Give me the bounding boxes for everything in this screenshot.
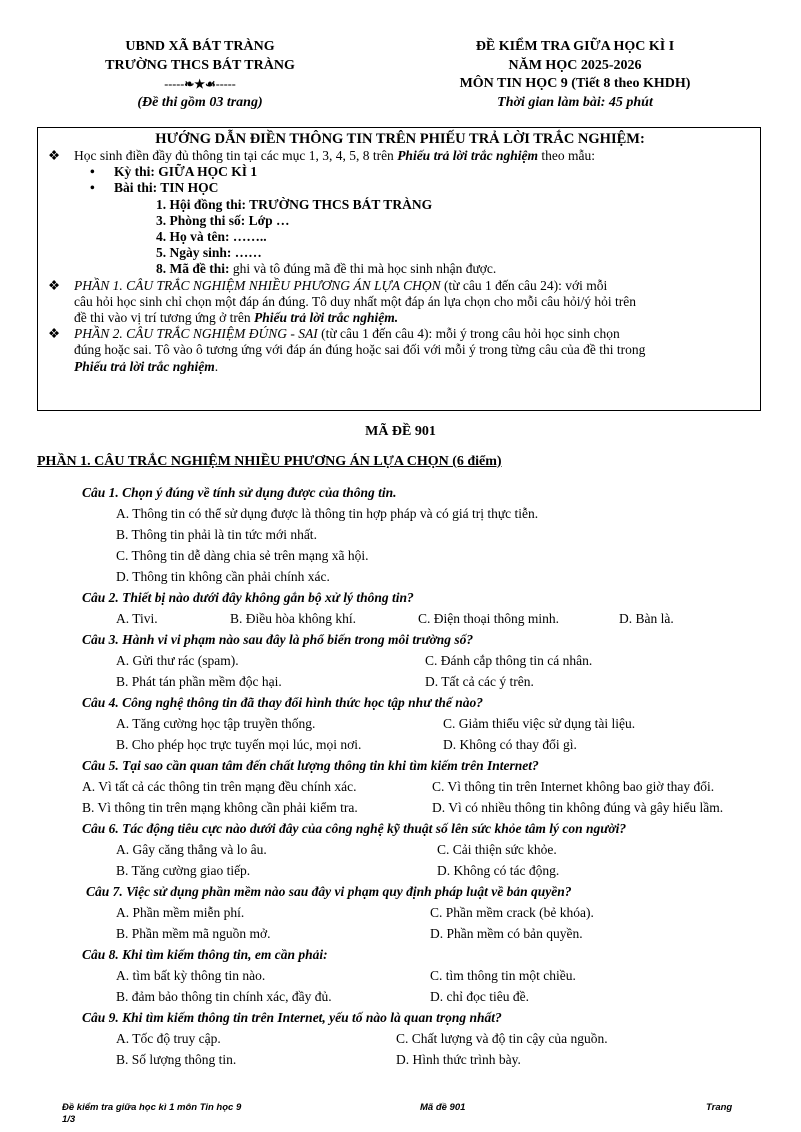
q4-option-d: D. Không có thay đổi gì.	[443, 737, 577, 752]
q5-option-b: B. Vì thông tin trên mạng không cần phải kiểm tra.	[82, 800, 358, 815]
ornament-divider: -----❧★☙-----	[164, 77, 236, 91]
item-dob: 5. Ngày sinh: ……	[156, 245, 262, 261]
q9-option-a: A. Tốc độ truy cập.	[116, 1031, 221, 1046]
q8-option-b: B. đảm bảo thông tin chính xác, đầy đủ.	[116, 989, 332, 1004]
instruction-intro: ❖ Học sinh điền đầy đủ thông tin tại các mục 1, 3, 4, 5, 8 trên Phiếu trả lời trắc nghiệm theo mẫu:	[48, 148, 595, 163]
subject-line: MÔN TIN HỌC 9 (Tiết 8 theo KHDH)	[459, 76, 691, 91]
q3-option-a: A. Gửi thư rác (spam).	[116, 653, 239, 668]
item-room: 3. Phòng thi số: Lớp …	[156, 212, 290, 228]
question-list	[0, 482, 801, 1070]
q2-option-d: D. Bàn là.	[619, 611, 674, 626]
q3-option-d: D. Tất cả các ý trên.	[425, 674, 534, 689]
q6-option-a: A. Gây căng thẳng và lo âu.	[116, 842, 267, 857]
q5-options-row1	[0, 776, 801, 797]
part1-title: PHẦN 1. CÂU TRẮC NGHIỆM NHIỀU PHƯƠNG ÁN LỰA CHỌN (6 điểm)	[37, 454, 502, 469]
q7-options-row2	[0, 923, 801, 944]
q1-option-a: A. Thông tin có thể sử dụng được là thông tin hợp pháp và có giá trị thực tiễn.	[116, 506, 539, 521]
q9-option-b: B. Số lượng thông tin.	[116, 1052, 237, 1067]
footer-exam-code: Mã đề 901	[420, 1102, 466, 1113]
q1-option-c: C. Thông tin dễ dàng chia sẻ trên mạng xã hội.	[116, 548, 369, 563]
q4-option-a: A. Tăng cường học tập truyền thống.	[116, 716, 316, 731]
q8-options-row1	[0, 965, 801, 986]
footer-doc-title: Đề kiểm tra giữa học kì 1 môn Tin học 9	[62, 1102, 242, 1113]
instruction-box	[37, 127, 761, 411]
part1-instructions: ❖ PHẦN 1. CÂU TRẮC NGHIỆM NHIỀU PHƯƠNG ÁN LỰA CHỌN (từ câu 1 đến câu 24): với mỗi câu hỏi học sinh chỉ chọn một đáp án đúng. Tô duy nhất một đáp án lựa chọn cho mỗi câu hỏi/ý hỏi trên đề thi vào vị trí tương ứng ở trên Phiếu trả lời trắc nghiệm.	[48, 277, 636, 326]
bullet-exam: • Kỳ thi: GIỮA HỌC KÌ 1	[90, 164, 258, 180]
bullet-subject: • Bài thi: TIN HỌC	[90, 180, 219, 196]
item-name: 4. Họ và tên: ……..	[156, 229, 267, 245]
diamond-bullet-icon: ❖	[48, 277, 61, 293]
header-right	[395, 38, 755, 112]
q3-option-b: B. Phát tán phần mềm độc hại.	[116, 674, 282, 689]
q2-option-a: A. Tivi.	[116, 611, 158, 626]
q4-option-b: B. Cho phép học trực tuyến mọi lúc, mọi nơi.	[116, 737, 362, 752]
exam-title: ĐỀ KIỂM TRA GIỮA HỌC KÌ I	[475, 39, 675, 54]
q8-options-row2	[0, 986, 801, 1007]
q6-option-b: B. Tăng cường giao tiếp.	[116, 863, 251, 878]
footer-page-number: 1/3	[62, 1114, 76, 1125]
q8-option-a: A. tìm bất kỳ thông tin nào.	[116, 968, 266, 983]
q2-option-b: B. Điều hòa không khí.	[230, 611, 356, 626]
diamond-bullet-icon: ❖	[48, 326, 61, 342]
q3-options-row1	[0, 650, 801, 671]
question-2: Câu 2. Thiết bị nào dưới đây không gắn bộ xử lý thông tin?	[82, 590, 414, 605]
question-5: Câu 5. Tại sao cần quan tâm đến chất lượng thông tin khi tìm kiếm trên Internet?	[82, 758, 539, 773]
q8-option-d: D. chỉ đọc tiêu đề.	[430, 989, 529, 1004]
time-note: Thời gian làm bài: 45 phút	[497, 94, 653, 110]
question-4: Câu 4. Công nghệ thông tin đã thay đổi hình thức học tập như thế nào?	[82, 695, 484, 710]
question-9: Câu 9. Khi tìm kiếm thông tin trên Internet, yếu tố nào là quan trọng nhất?	[82, 1010, 502, 1025]
q7-option-b: B. Phần mềm mã nguồn mở.	[116, 926, 271, 941]
q8-option-c: C. tìm thông tin một chiều.	[430, 968, 576, 983]
q6-options-row1	[0, 839, 801, 860]
page-count-note: (Đề thi gồm 03 trang)	[137, 94, 263, 110]
q3-option-c: C. Đánh cắp thông tin cá nhân.	[425, 653, 593, 668]
q2-options	[0, 608, 801, 629]
item-code: 8. Mã đề thi: ghi và tô đúng mã đề thi mà học sinh nhận được.	[156, 261, 497, 277]
dot-bullet-icon: •	[90, 164, 95, 180]
item-council: 1. Hội đồng thi: TRƯỜNG THCS BÁT TRÀNG	[156, 196, 433, 212]
q6-option-d: D. Không có tác động.	[437, 863, 560, 878]
question-3: Câu 3. Hành vi vi phạm nào sau đây là phổ biến trong môi trường số?	[82, 632, 474, 647]
question-6: Câu 6. Tác động tiêu cực nào dưới đây của công nghệ kỹ thuật số lên sức khỏe tâm lý con người?	[82, 821, 627, 836]
q9-option-c: C. Chất lượng và độ tin cậy của nguồn.	[396, 1031, 608, 1046]
q2-option-c: C. Điện thoại thông minh.	[418, 611, 559, 626]
commune-name: UBND XÃ BÁT TRÀNG	[125, 39, 275, 54]
school-year: NĂM HỌC 2025-2026	[508, 57, 642, 73]
q9-option-d: D. Hình thức trình bày.	[396, 1052, 521, 1067]
q7-option-a: A. Phần mềm miễn phí.	[116, 905, 245, 920]
exam-code: MÃ ĐỀ 901	[365, 424, 436, 439]
footer-page-label: Trang	[706, 1102, 733, 1113]
q6-option-c: C. Cải thiện sức khỏe.	[437, 842, 557, 857]
q4-options-row2	[0, 734, 801, 755]
q1-option-d: D. Thông tin không cần phải chính xác.	[116, 569, 330, 584]
q6-options-row2	[0, 860, 801, 881]
q5-option-c: C. Vì thông tin trên Internet không bao giờ thay đổi.	[432, 779, 715, 794]
q4-options-row1	[0, 713, 801, 734]
q7-option-c: C. Phần mềm crack (bẻ khóa).	[430, 905, 594, 920]
school-name: TRƯỜNG THCS BÁT TRÀNG	[105, 57, 295, 73]
q3-options-row2	[0, 671, 801, 692]
q4-option-c: C. Giảm thiểu việc sử dụng tài liệu.	[443, 716, 636, 731]
q5-option-a: A. Vì tất cả các thông tin trên mạng đều chính xác.	[82, 779, 357, 794]
question-7: Câu 7. Việc sử dụng phần mềm nào sau đây vi phạm quy định pháp luật về bản quyền?	[86, 884, 572, 899]
part2-instructions: ❖ PHẦN 2. CÂU TRẮC NGHIỆM ĐÚNG - SAI (từ câu 1 đến câu 4): mỗi ý trong câu hỏi học sinh chọn đúng hoặc sai. Tô vào ô tương ứng với đáp án đúng hoặc sai đối với mỗi ý trong từng câu của đề thi trong Phiếu trả lời trắc nghiệm.	[48, 326, 646, 374]
q7-options-row1	[0, 902, 801, 923]
q5-option-d: D. Vì có nhiều thông tin không đúng và gây hiểu lầm.	[432, 800, 724, 815]
q9-options-row1	[0, 1028, 801, 1049]
instruction-title: HƯỚNG DẪN ĐIỀN THÔNG TIN TRÊN PHIẾU TRẢ LỜI TRẮC NGHIỆM:	[155, 131, 645, 147]
question-1: Câu 1. Chọn ý đúng về tính sử dụng được của thông tin.	[82, 485, 397, 500]
dot-bullet-icon: •	[90, 180, 95, 196]
header-left	[70, 38, 330, 112]
q5-options-row2	[0, 797, 801, 818]
q9-options-row2	[0, 1049, 801, 1070]
q1-option-b: B. Thông tin phải là tin tức mới nhất.	[116, 527, 317, 542]
footer-left	[62, 1102, 241, 1126]
q7-option-d: D. Phần mềm có bản quyền.	[430, 926, 583, 941]
question-8: Câu 8. Khi tìm kiếm thông tin, em cần phải:	[82, 947, 328, 962]
diamond-bullet-icon: ❖	[48, 148, 61, 163]
